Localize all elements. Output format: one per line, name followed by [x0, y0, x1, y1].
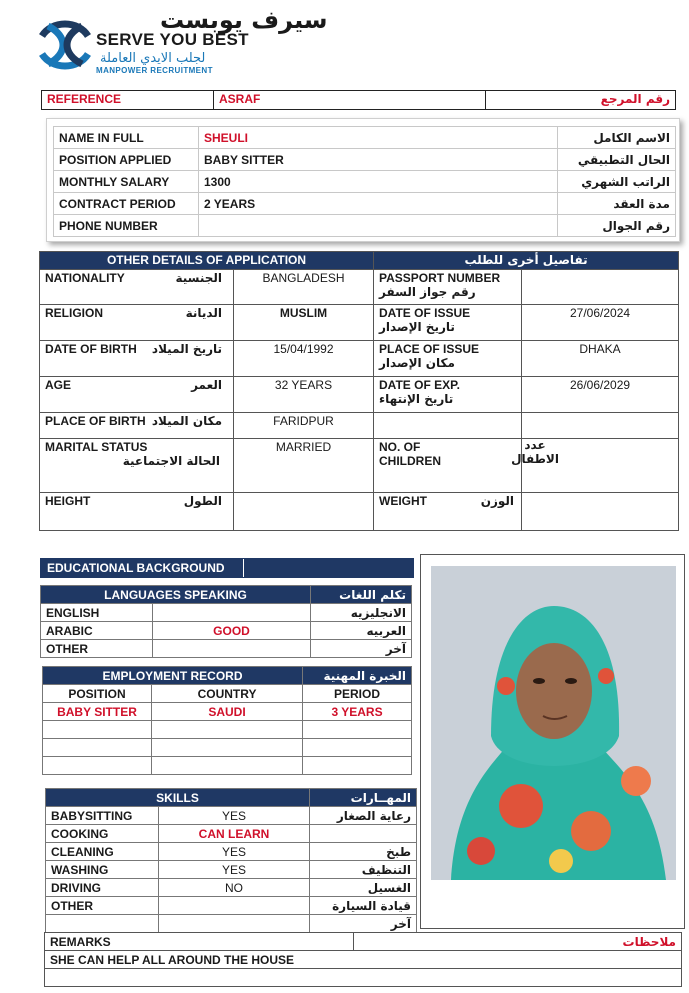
skill-value: YES — [159, 861, 310, 879]
skill-value: YES — [159, 807, 310, 825]
education-header-label: EDUCATIONAL BACKGROUND — [47, 561, 225, 575]
personal-label: MONTHLY SALARY — [54, 171, 199, 193]
language-label: ARABIC — [41, 622, 153, 640]
employment-cell — [152, 739, 303, 757]
other-right-value: 27/06/2024 — [522, 305, 679, 341]
personal-value: BABY SITTER — [199, 149, 558, 171]
other-left-value: 15/04/1992 — [234, 341, 374, 377]
other-right-label-ar: تاريخ الإصدار — [379, 320, 455, 334]
employment-header: EMPLOYMENT RECORD — [43, 667, 303, 685]
skill-value: YES — [159, 843, 310, 861]
personal-label-ar: رقم الجوال — [558, 215, 676, 237]
other-details-header-ar: تفاصيل أخرى للطلب — [374, 252, 679, 270]
employment-cell — [303, 721, 412, 739]
personal-label-ar: الحال التطبيقي — [558, 149, 676, 171]
reference-label: REFERENCE — [42, 91, 214, 110]
personal-row — [54, 127, 676, 149]
employment-cell — [303, 739, 412, 757]
other-right-label: DATE OF ISSUE — [379, 306, 471, 320]
employment-cell: BABY SITTER — [43, 703, 152, 721]
logo-arabic-name: سيرف يوبست — [160, 6, 328, 34]
other-right-label: DATE OF EXP. — [379, 378, 460, 392]
other-left-label: RELIGION — [45, 306, 104, 320]
personal-row — [54, 193, 676, 215]
other-left-label-ar: الديانة — [185, 306, 222, 320]
skill-label-ar: رعاية الصغار — [310, 807, 417, 825]
language-label-ar: آخر — [311, 640, 412, 658]
languages-header: LANGUAGES SPEAKING — [41, 586, 311, 604]
other-left-label-cell — [40, 270, 234, 305]
employment-cell — [43, 721, 152, 739]
logo-arabic-tagline: لجلب الايدي العاملة — [100, 51, 206, 66]
reference-value: ASRAF — [214, 91, 486, 110]
other-right-label-wrap — [379, 494, 516, 508]
skill-value — [159, 915, 310, 933]
skills-header-ar: المهــارات — [310, 789, 417, 807]
other-right-label: WEIGHT — [379, 494, 428, 508]
other-left-value: MUSLIM — [234, 305, 374, 341]
skill-label: BABYSITTING — [46, 807, 159, 825]
other-left-label: NATIONALITY — [45, 271, 125, 285]
skill-row — [46, 915, 417, 933]
remarks-label: REMARKS — [45, 933, 354, 951]
other-right-value: DHAKA — [522, 341, 679, 377]
personal-label-ar: مدة العقد — [558, 193, 676, 215]
other-right-label-cell — [374, 413, 522, 439]
education-header-divider — [243, 559, 244, 577]
other-left-label: PLACE OF BIRTH — [45, 414, 146, 428]
other-right-label-cell — [374, 305, 522, 341]
language-row — [41, 622, 412, 640]
personal-label: CONTRACT PERIOD — [54, 193, 199, 215]
other-left-label-cell — [40, 413, 234, 439]
other-details-row — [40, 341, 679, 377]
other-left-label-wrap — [45, 494, 228, 508]
skill-label: WASHING — [46, 861, 159, 879]
language-level: GOOD — [153, 622, 311, 640]
remarks-label-ar: ملاحظات — [354, 933, 682, 951]
employment-header-ar: الخبرة المهنية — [303, 667, 412, 685]
employment-cell — [152, 721, 303, 739]
other-left-label: MARITAL STATUS — [45, 440, 148, 454]
remarks-text: SHE CAN HELP ALL AROUND THE HOUSE — [45, 951, 682, 969]
other-details-row — [40, 305, 679, 341]
other-left-label-cell — [40, 439, 234, 493]
other-left-label-ar: مكان الميلاد — [151, 414, 222, 428]
language-label-ar: العربيه — [311, 622, 412, 640]
remarks-table — [44, 932, 682, 987]
other-right-label-cell — [374, 377, 522, 413]
skill-row — [46, 879, 417, 897]
other-left-label-ar: الطول — [183, 494, 222, 508]
reference-label-ar: رقم المرجع — [486, 91, 676, 110]
other-left-value — [234, 493, 374, 531]
other-left-label-cell — [40, 341, 234, 377]
language-row — [41, 604, 412, 622]
other-left-label: AGE — [45, 378, 72, 392]
other-left-value: 32 YEARS — [234, 377, 374, 413]
skill-label-ar: التنظيف — [310, 861, 417, 879]
languages-header-ar: تكلم اللغات — [311, 586, 412, 604]
other-right-label-ar: مكان الإصدار — [379, 356, 455, 370]
skill-value: CAN LEARN — [159, 825, 310, 843]
other-right-label-cell — [374, 493, 522, 531]
employment-cell: SAUDI — [152, 703, 303, 721]
other-details-table — [39, 251, 679, 531]
other-details-row — [40, 377, 679, 413]
other-right-value — [522, 270, 679, 305]
employment-cell — [43, 757, 152, 775]
skill-row — [46, 825, 417, 843]
other-right-label-cell — [374, 438, 559, 493]
language-level — [153, 640, 311, 658]
other-right-label: PLACE OF ISSUE — [379, 342, 480, 356]
other-left-label-wrap — [45, 342, 228, 356]
other-right-value — [522, 413, 679, 439]
other-left-label-wrap — [45, 271, 228, 285]
language-label: ENGLISH — [41, 604, 153, 622]
employment-row — [43, 721, 412, 739]
skill-label-ar: طبخ — [310, 843, 417, 861]
other-left-label-cell — [40, 493, 234, 531]
employment-column-header: POSITION — [43, 685, 152, 703]
other-left-label-wrap — [45, 414, 228, 428]
language-level — [153, 604, 311, 622]
employment-cell — [43, 739, 152, 757]
other-details-row — [40, 493, 679, 531]
applicant-photo-icon — [431, 566, 676, 880]
other-right-label-ar: رقم جواز السفر — [379, 285, 476, 299]
employment-column-header: PERIOD — [303, 685, 412, 703]
personal-value: 2 YEARS — [199, 193, 558, 215]
employment-table — [42, 666, 412, 775]
personal-value — [199, 215, 558, 237]
logo-english-name: SERVE YOU BEST — [96, 30, 249, 49]
remarks-empty-row — [45, 969, 682, 987]
skill-label — [46, 915, 159, 933]
skill-value: NO — [159, 879, 310, 897]
employment-cell: 3 YEARS — [303, 703, 412, 721]
other-details-header: OTHER DETAILS OF APPLICATION — [40, 252, 374, 270]
employment-column-header: COUNTRY — [152, 685, 303, 703]
employment-row — [43, 739, 412, 757]
other-right-label-cell — [374, 341, 522, 377]
personal-value: 1300 — [199, 171, 558, 193]
skill-row — [46, 861, 417, 879]
skill-row — [46, 897, 417, 915]
reference-row — [41, 90, 676, 110]
other-left-label-ar: الجنسية — [175, 271, 222, 285]
other-left-label: DATE OF BIRTH — [45, 342, 137, 356]
employment-columns — [43, 685, 412, 703]
personal-label-ar: الراتب الشهري — [558, 171, 676, 193]
other-right-label-cell — [374, 270, 522, 305]
employment-cell — [303, 757, 412, 775]
skill-label-ar: الغسيل — [310, 879, 417, 897]
logo-subtitle: MANPOWER RECRUITMENT — [96, 66, 213, 75]
other-left-value: FARIDPUR — [234, 413, 374, 439]
other-left-label-ar: العمر — [191, 378, 222, 392]
other-left-value: MARRIED — [234, 439, 374, 493]
other-right-label: NO. OF CHILDREN — [379, 440, 442, 468]
employment-row — [43, 757, 412, 775]
other-details-row — [40, 439, 679, 493]
skill-label: OTHER — [46, 897, 159, 915]
language-label: OTHER — [41, 640, 153, 658]
personal-label: PHONE NUMBER — [54, 215, 199, 237]
skill-label-ar: قيادة السيارة — [310, 897, 417, 915]
language-row — [41, 640, 412, 658]
other-right-label-ar: تاريخ الإنتهاء — [379, 392, 454, 406]
other-left-label-ar: الحالة الاجتماعية — [122, 454, 220, 468]
other-right-label-ar: الوزن — [480, 494, 515, 508]
personal-value: SHEULI — [199, 127, 558, 149]
skill-label-ar: آخر — [310, 915, 417, 933]
other-left-label-ar: تاريخ الميلاد — [151, 342, 222, 356]
skill-row — [46, 807, 417, 825]
skill-label: COOKING — [46, 825, 159, 843]
employment-row — [43, 703, 412, 721]
personal-label: NAME IN FULL — [54, 127, 199, 149]
other-left-label: HEIGHT — [45, 494, 91, 508]
personal-row — [54, 149, 676, 171]
other-left-label-cell — [40, 377, 234, 413]
personal-info-table — [53, 126, 676, 237]
skill-row — [46, 843, 417, 861]
skill-label: DRIVING — [46, 879, 159, 897]
skills-table — [45, 788, 417, 933]
other-left-label-wrap — [45, 378, 228, 392]
personal-label: POSITION APPLIED — [54, 149, 199, 171]
personal-label-ar: الاسم الكامل — [558, 127, 676, 149]
education-header — [40, 558, 414, 578]
other-left-label-cell — [40, 305, 234, 341]
other-right-label-ar: عدد الاطفال — [511, 438, 559, 466]
other-details-row — [40, 270, 679, 305]
skill-label: CLEANING — [46, 843, 159, 861]
other-right-value — [522, 493, 679, 531]
other-right-label: PASSPORT NUMBER — [379, 271, 501, 285]
language-label-ar: الانجليزيه — [311, 604, 412, 622]
company-logo-icon — [34, 14, 96, 76]
other-left-label-wrap — [45, 306, 228, 320]
personal-row — [54, 171, 676, 193]
languages-table — [40, 585, 412, 658]
other-details-row — [40, 413, 679, 439]
skill-value — [159, 897, 310, 915]
skill-label-ar — [310, 825, 417, 843]
skills-header: SKILLS — [46, 789, 310, 807]
personal-row — [54, 215, 676, 237]
employment-cell — [152, 757, 303, 775]
other-left-value: BANGLADESH — [234, 270, 374, 305]
other-right-value: 26/06/2029 — [522, 377, 679, 413]
